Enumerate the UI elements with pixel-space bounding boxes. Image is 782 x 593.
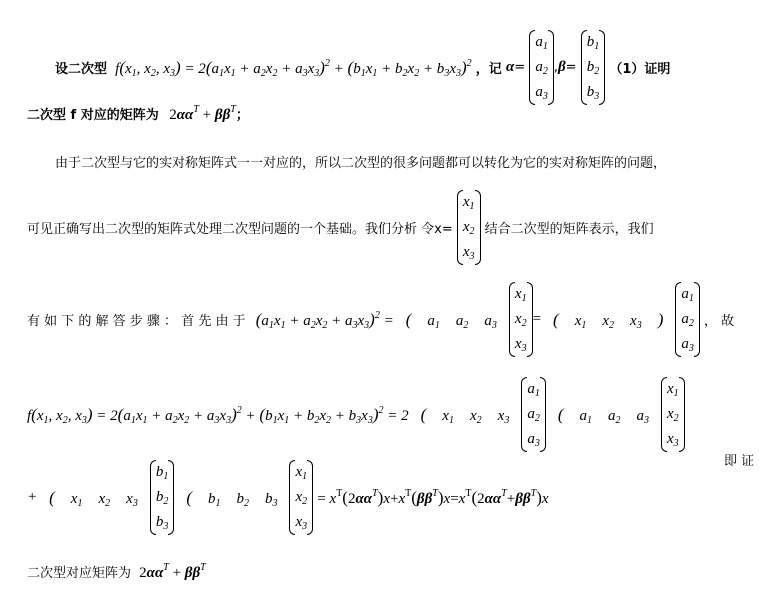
alpha-vector: $a_1$ $a_2$ $a_3$ bbox=[529, 30, 554, 105]
a-row-vector: ( $a_1$ $a_2$ $a_3$ bbox=[405, 309, 497, 331]
a-column-vector: $a_1$ $a_2$ $a_3$ bbox=[675, 282, 700, 357]
paragraph-4 bbox=[27, 377, 685, 452]
lead-text: 设二次型 bbox=[55, 62, 108, 77]
conclusion-text: 二次型对应矩阵为 bbox=[27, 566, 132, 581]
expanded-form: $f(x_1$, $x_2$, $x_3) = 2(a_1x_1 + a_2x_2 + a_3x_3)^2 + (b_1x_1 + b_2x_2 + b_3x_3)^2 = 2$ bbox=[27, 404, 409, 426]
paragraph-5 bbox=[27, 460, 549, 535]
para3-tail: ， 故 bbox=[704, 314, 735, 329]
tail-text: （1）证明 bbox=[609, 62, 671, 77]
paragraph-1: 由于二次型与它的实对称矩阵式一一对应的，所以二次型的很多问题都可以转化为它的实对称矩阵的问题， bbox=[55, 156, 667, 171]
para2-before: 可见正确写出二次型的矩阵式处理二次型问题的一个基础。我们分析 令x= bbox=[27, 222, 453, 237]
semicolon: ； bbox=[235, 108, 249, 123]
conclusion-formula: $2\alpha\alpha^T + \beta\beta^T$ bbox=[139, 562, 206, 581]
line-1: 设二次型 $f(x_1$, $x_2$, $x_3) = 2(a_1x_1 + a_2x_2 + a_3x_3)^2 + (b_1x_1 + b_2x_2 + b_3x_3)^2$ ，记 α= $a_1$ $a_2$ $a_3$ ,β= $b_1$ $b_2$ $b_3$ （1）证明 bbox=[55, 30, 670, 105]
beta-vector: $b_1$ $b_2$ $b_3$ bbox=[581, 30, 606, 105]
para3-before: 有 如 下 的 解 答 步 骤 ： 首 先 由 于 bbox=[27, 314, 246, 329]
b-column-vector: $b_1$ $b_2$ $b_3$ bbox=[150, 460, 175, 535]
x-vector: $x_1$ $x_2$ $x_3$ bbox=[457, 190, 481, 265]
x-column-vector-3: $x_1$ $x_2$ $x_3$ bbox=[661, 377, 685, 452]
paragraph-3 bbox=[27, 282, 734, 357]
alpha-symbol: α bbox=[505, 59, 515, 75]
x-row-vector: ( $x_1$ $x_2$ $x_3$ ) bbox=[553, 309, 664, 331]
line-2 bbox=[27, 104, 249, 124]
matrix-statement: 二次型 f 对应的矩阵为 bbox=[27, 108, 159, 123]
ji-text: ，记 bbox=[475, 62, 502, 77]
x-column-vector-4: $x_1$ $x_2$ $x_3$ bbox=[289, 460, 313, 535]
b-row-vector: ( $b_1$ $b_2$ $b_3$ bbox=[186, 487, 278, 509]
x-vector-2: $x_1$ $x_2$ $x_3$ bbox=[509, 282, 533, 357]
plus-sign: + bbox=[27, 489, 38, 505]
para4-tail: 即 证 bbox=[724, 454, 755, 469]
a-row-vector-2: ( $a_1$ $a_2$ $a_3$ bbox=[557, 404, 649, 426]
matrix-formula: $2\alpha\alpha^T + \beta\beta^T$ bbox=[169, 104, 236, 123]
quadratic-form-expression: $f(x_1$, $x_2$, $x_3) = 2(a_1x_1 + a_2x_2 + a_3x_3)^2 + (b_1x_1 + b_2x_2 + b_3x_3)^2$ bbox=[115, 57, 472, 79]
x-row-vector-3: ( $x_1$ $x_2$ $x_3$ bbox=[49, 487, 138, 509]
a-column-vector-2: $a_1$ $a_2$ $a_3$ bbox=[521, 377, 546, 452]
paragraph-2 bbox=[27, 190, 654, 265]
expansion-expr: $(a_1x_1 + a_2x_2 + a_3x_3)^2$ = bbox=[255, 309, 394, 331]
result-expression: = $x^T(2\alpha\alpha^T)x+x^T(\beta\beta^T)x=x^T(2\alpha\alpha^T+\beta\beta^T)x$ bbox=[317, 487, 549, 507]
x-row-vector-2: ( $x_1$ $x_2$ $x_3$ bbox=[420, 404, 510, 426]
beta-symbol: β bbox=[557, 59, 566, 75]
para2-after: 结合二次型的矩阵表示，我们 bbox=[484, 222, 654, 237]
conclusion bbox=[27, 562, 206, 582]
equals: = bbox=[532, 311, 542, 327]
